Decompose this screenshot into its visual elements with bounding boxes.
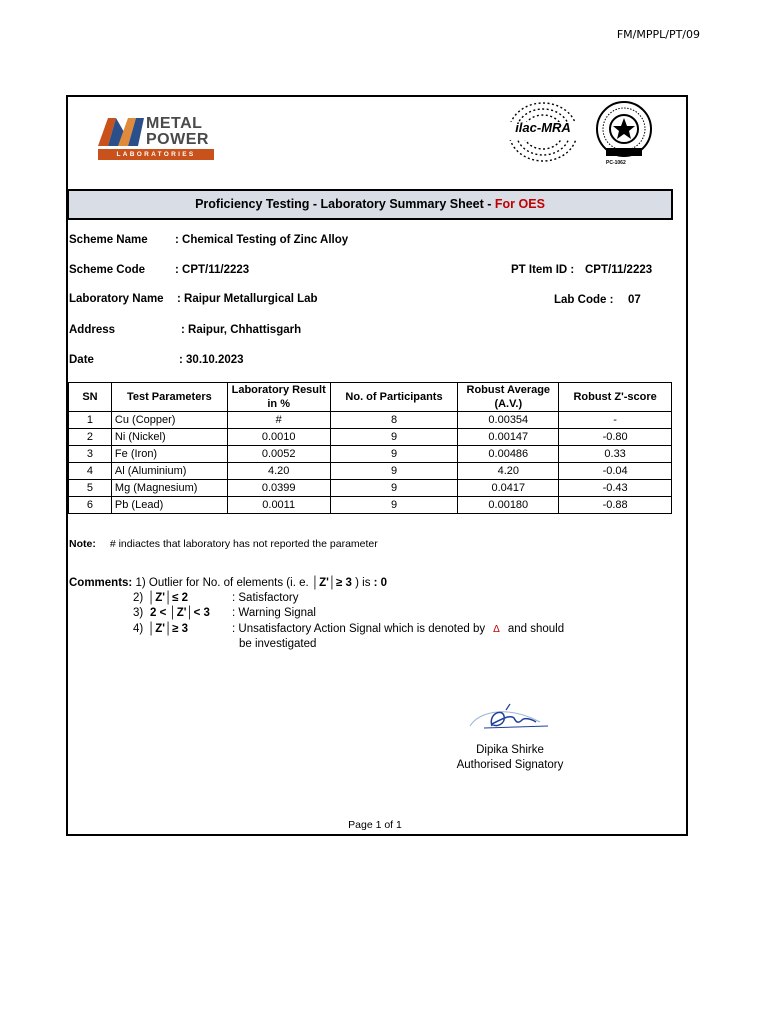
comment-3-number: 3) (133, 607, 144, 619)
signatory-name: Dipika Shirke (476, 744, 544, 756)
comment-2-condition: │Z'│≤ 2 (148, 592, 189, 604)
table-cell: - (559, 412, 672, 429)
page-number: Page 1 of 1 (348, 819, 402, 831)
table-cell: 1 (69, 412, 112, 429)
comment-1-mid: ) is (351, 577, 374, 589)
ilac-mra-label: ilac-MRA (515, 120, 571, 135)
scheme-name-label: Scheme Name (69, 234, 148, 246)
table-cell: 0.0417 (458, 480, 559, 497)
column-header: Robust Average (A.V.) (458, 383, 559, 412)
comment-4-number: 4) (133, 623, 144, 635)
comment-2-text: : Satisfactory (232, 592, 299, 604)
table-row (69, 497, 672, 514)
seal-code: PC-1062 (606, 160, 626, 166)
table-cell: 0.0399 (227, 480, 330, 497)
table-cell: 5 (69, 480, 112, 497)
accreditation-seal (592, 100, 656, 167)
table-row (69, 446, 672, 463)
delta-icon: Δ (493, 624, 500, 635)
metal-power-logo (98, 114, 218, 164)
column-header: Test Parameters (111, 383, 227, 412)
comment-4-line-1 (232, 623, 564, 635)
table-cell: Fe (Iron) (111, 446, 227, 463)
scheme-code-label: Scheme Code (69, 264, 146, 276)
note-label: Note: (69, 538, 96, 550)
table-cell: # (227, 412, 330, 429)
scheme-code-value: : CPT/11/2223 (175, 264, 250, 276)
scheme-name-value: : Chemical Testing of Zinc Alloy (175, 234, 349, 246)
logo-mark-icon (98, 114, 144, 148)
comment-4-text: : Unsatisfactory Action Signal which is denoted by (232, 623, 486, 635)
lab-name-value: : Raipur Metallurgical Lab (177, 293, 318, 305)
logo-tagline: LABORATORIES (98, 149, 214, 160)
table-row (69, 463, 672, 480)
comment-1-condition: │Z'│≥ 3 (311, 577, 352, 589)
table-header-row (69, 383, 672, 412)
table-cell: Cu (Copper) (111, 412, 227, 429)
comment-4-tail: and should (507, 623, 565, 635)
lab-code-label: Lab Code : (554, 294, 614, 306)
comment-2-number: 2) (133, 592, 144, 604)
nabl-seal-icon (592, 100, 656, 162)
document-reference: FM/MPPL/PT/09 (616, 28, 700, 41)
table-cell: 0.00147 (458, 429, 559, 446)
lab-name-label: Laboratory Name (69, 293, 164, 305)
signatory-block (440, 743, 580, 773)
table-cell: 9 (330, 480, 458, 497)
table-cell: 8 (330, 412, 458, 429)
table-cell: 9 (330, 463, 458, 480)
lab-code-value: 07 (628, 294, 641, 306)
comments-label: Comments: (69, 577, 133, 589)
table-row (69, 480, 672, 497)
pt-item-label: PT Item ID : (511, 264, 575, 276)
table-cell: 4 (69, 463, 112, 480)
sheet-title: Proficiency Testing - Laboratory Summary Sheet - (195, 197, 495, 211)
note (69, 538, 378, 550)
table-cell: Ni (Nickel) (111, 429, 227, 446)
table-cell: 4.20 (458, 463, 559, 480)
table-cell: -0.88 (559, 497, 672, 514)
table-cell: 9 (330, 429, 458, 446)
table-cell: 3 (69, 446, 112, 463)
table-cell: 0.00486 (458, 446, 559, 463)
table-cell: 9 (330, 497, 458, 514)
comment-3-text: : Warning Signal (232, 607, 316, 619)
sheet-title-banner (67, 189, 673, 220)
date-label: Date (69, 354, 94, 366)
table-cell: 0.0011 (227, 497, 330, 514)
results-table (68, 382, 672, 514)
table-cell: 0.0010 (227, 429, 330, 446)
table-cell: 0.00180 (458, 497, 559, 514)
table-cell: Al (Aluminium) (111, 463, 227, 480)
column-header: Robust Z'-score (559, 383, 672, 412)
comment-line-1 (69, 577, 387, 589)
table-cell: 0.33 (559, 446, 672, 463)
comment-4-condition: │Z'│≥ 3 (148, 623, 189, 635)
comment-3-condition: 2 < │Z'│< 3 (150, 607, 210, 619)
ilac-mra-mark (505, 100, 581, 169)
comment-4-line-2: be investigated (239, 638, 317, 650)
address-value: : Raipur, Chhattisgarh (181, 324, 302, 336)
table-cell: -0.80 (559, 429, 672, 446)
table-cell: -0.43 (559, 480, 672, 497)
comment-1-value: : 0 (373, 577, 388, 589)
note-text: # indiactes that laboratory has not reported the parameter (109, 538, 378, 550)
logo-line-2: POWER (146, 131, 209, 148)
table-cell: Pb (Lead) (111, 497, 227, 514)
table-cell: Mg (Magnesium) (111, 480, 227, 497)
logo-line-1: METAL (146, 115, 203, 132)
table-cell: 6 (69, 497, 112, 514)
column-header: Laboratory Result in % (227, 383, 330, 412)
signatory-title: Authorised Signatory (456, 759, 564, 771)
table-cell: 0.00354 (458, 412, 559, 429)
address-label: Address (69, 324, 116, 336)
sheet-title-highlight: For OES (494, 197, 545, 211)
column-header: No. of Participants (330, 383, 458, 412)
table-cell: 0.0052 (227, 446, 330, 463)
date-value: : 30.10.2023 (179, 354, 244, 366)
table-row (69, 412, 672, 429)
comment-1-text: 1) Outlier for No. of elements (i. e. (135, 577, 312, 589)
table-cell: -0.04 (559, 463, 672, 480)
table-cell: 2 (69, 429, 112, 446)
pt-item-value: CPT/11/2223 (585, 264, 653, 276)
table-row (69, 429, 672, 446)
table-cell: 4.20 (227, 463, 330, 480)
table-cell: 9 (330, 446, 458, 463)
handwritten-signature (440, 700, 560, 740)
column-header: SN (69, 383, 112, 412)
